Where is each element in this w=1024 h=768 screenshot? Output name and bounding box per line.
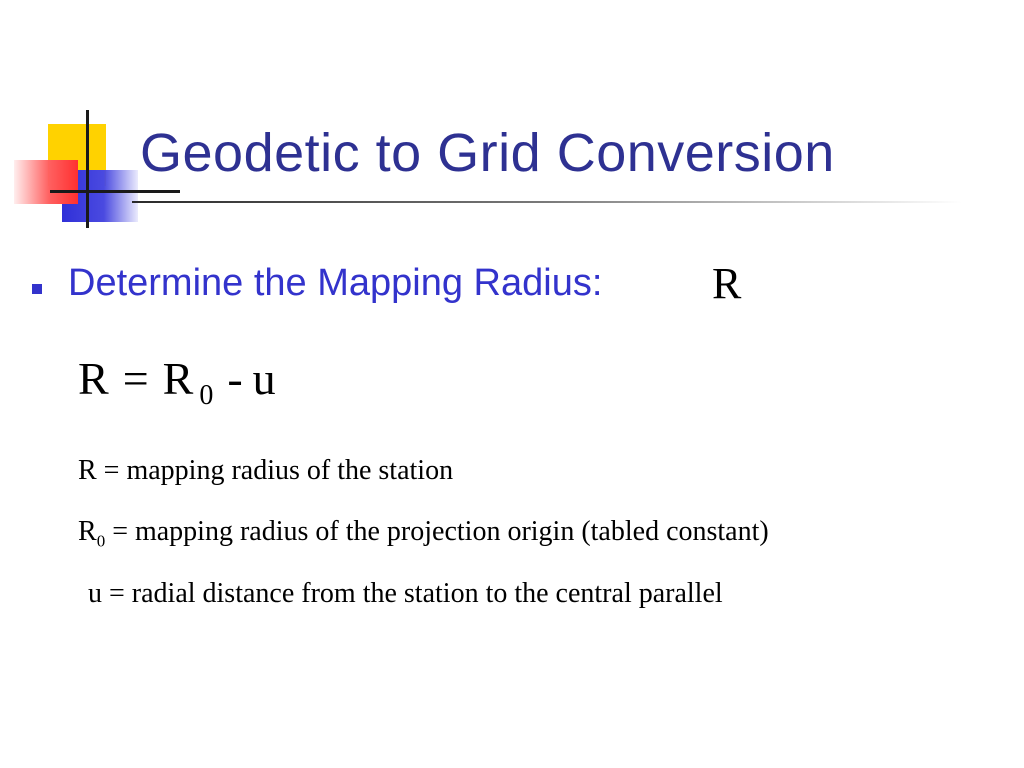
logo-vertical-line: [86, 110, 89, 228]
formula: [78, 352, 276, 411]
bullet-text: Determine the Mapping Radius:: [68, 262, 603, 304]
formula-equals: =: [122, 353, 149, 404]
definition-r-text: R = mapping radius of the station: [78, 455, 454, 486]
logo-red-square: [14, 160, 78, 204]
definition-u: [88, 578, 723, 610]
definition-u-text: u = radial distance from the station to the central parallel: [88, 578, 723, 609]
bullet-square-icon: [32, 284, 42, 294]
formula-u: u: [252, 353, 276, 404]
definition-r0-base: R: [78, 516, 97, 547]
definition-r0-subscript: 0: [96, 531, 106, 551]
slide-logo-squares: [0, 0, 150, 240]
definition-r0-text: = mapping radius of the projection origin (tabled constant): [105, 516, 769, 547]
definition-r: [78, 455, 453, 487]
formula-r0-subscript: 0: [199, 380, 214, 411]
title-underline: [132, 201, 962, 203]
formula-minus: -: [227, 353, 243, 404]
bullet-variable: R: [712, 259, 742, 308]
logo-horizontal-line: [50, 190, 180, 193]
formula-r0-base: R: [162, 353, 194, 404]
formula-lhs: R: [78, 353, 109, 404]
slide-title: Geodetic to Grid Conversion: [140, 123, 835, 183]
definition-r0: [78, 516, 769, 552]
